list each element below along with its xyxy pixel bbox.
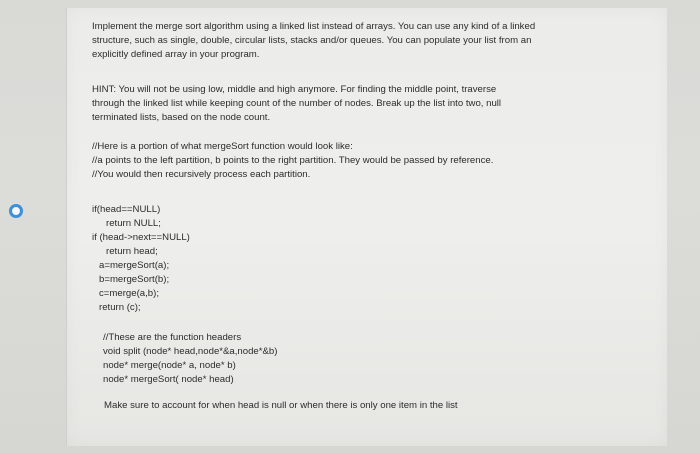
comment-line: //a points to the left partition, b points to the right partition. They would be passed by reference.: [92, 155, 494, 166]
hint-line: terminated lists, based on the node count.: [92, 112, 271, 123]
hint-line: through the linked list while keeping count of the number of nodes. Break up the list into two, null: [92, 98, 502, 109]
hint-line: HINT: You will not be using low, middle and high anymore. For finding the middle point, traverse: [92, 84, 497, 95]
comment-line: //Here is a portion of what mergeSort function would look like:: [92, 141, 353, 152]
instructions-line: explicitly defined array in your program.: [92, 49, 260, 60]
code-line: a=mergeSort(a);: [99, 260, 170, 271]
comment-line: //You would then recursively process each partition.: [92, 169, 311, 180]
code-line: return NULL;: [106, 218, 161, 229]
header-line: //These are the function headers: [103, 332, 242, 343]
code-line: c=merge(a,b);: [99, 288, 159, 299]
instructions-line: structure, such as single, double, circular lists, stacks and/or queues. You can populate your list from an: [92, 35, 532, 46]
function-headers: [103, 331, 277, 387]
header-line: void split (node* head,node*&a,node*&b): [103, 346, 278, 357]
final-note: Make sure to account for when head is null or when there is only one item in the list: [104, 400, 458, 411]
code-block: [92, 203, 190, 315]
header-line: node* merge(node* a, node* b): [103, 360, 236, 371]
header-line: node* mergeSort( node* head): [103, 374, 234, 385]
code-line: if(head==NULL): [92, 204, 161, 215]
code-line: b=mergeSort(b);: [99, 274, 170, 285]
code-line: if (head->next==NULL): [92, 232, 190, 243]
code-line: return head;: [106, 246, 158, 257]
instructions-line: Implement the merge sort algorithm using a linked list instead of arrays. You can use any kind of a linked: [92, 21, 536, 32]
hint-paragraph: [92, 83, 501, 125]
comment-paragraph: [92, 140, 493, 182]
code-line: return (c);: [99, 302, 141, 313]
radio-button[interactable]: [9, 204, 23, 218]
instructions-paragraph: [92, 20, 535, 62]
